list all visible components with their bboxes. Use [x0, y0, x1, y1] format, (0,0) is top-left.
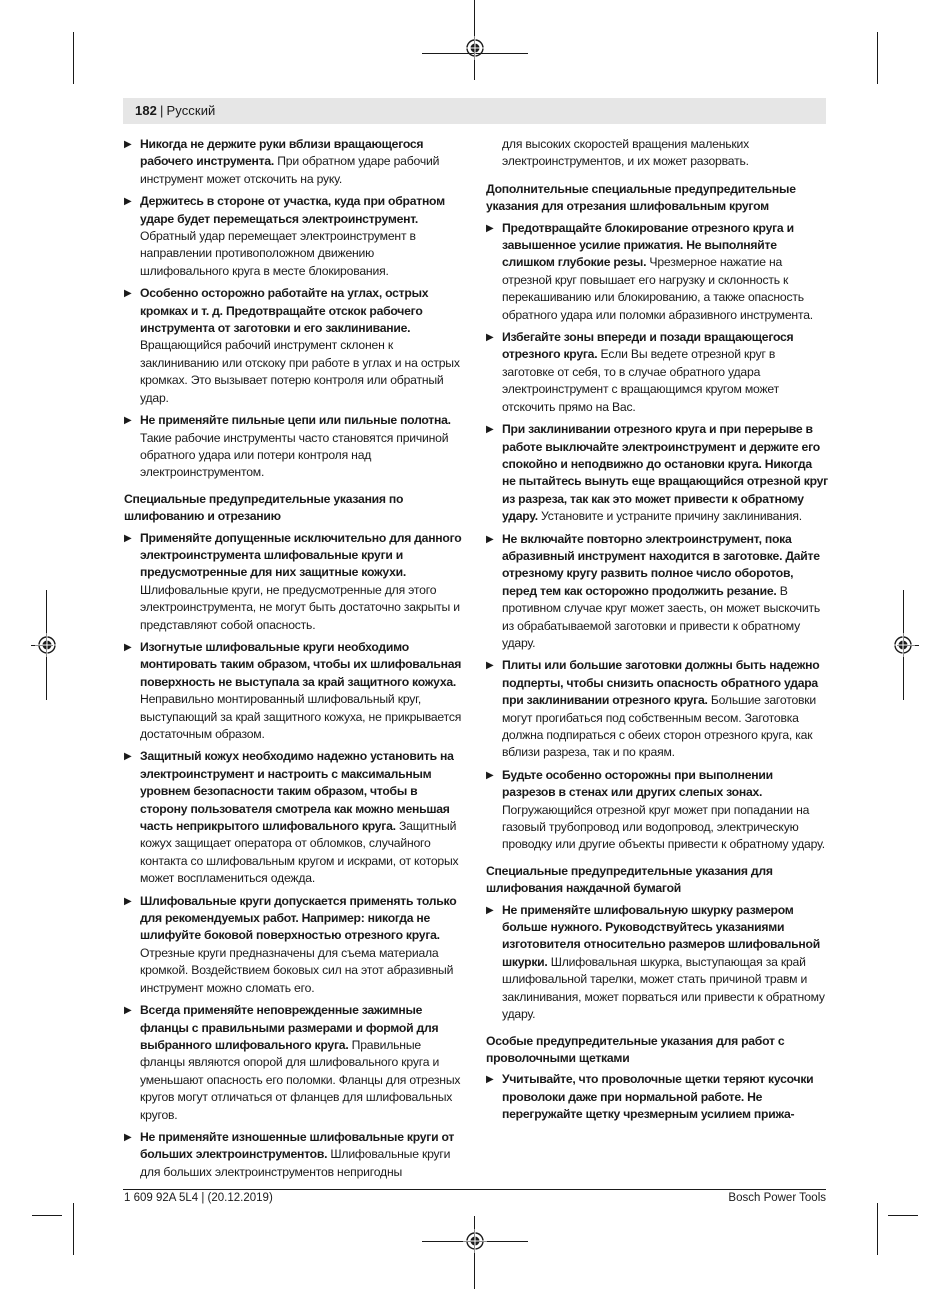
warning-bold-text: Не применяйте пильные цепи или пильные полотна. — [140, 413, 451, 428]
warning-item — [124, 1002, 466, 1124]
warning-item — [486, 767, 828, 854]
bullet-arrow-icon: ▶ — [124, 641, 132, 653]
continuation-text: для высоких скоростей вращения маленьких электроинструментов, и их может разорвать. — [502, 137, 750, 169]
warning-explanation-text: Установите и устраните причину заклинивания. — [537, 509, 802, 524]
warning-explanation-text: Неправильно монтированный шлифовальный круг, выступающий за край защитного кожуха, не прикрывается достаточным образом. — [140, 692, 462, 741]
warning-bold-text: Избегайте зоны впереди и позади вращающегося отрезного круга. — [502, 330, 794, 362]
header-separator: | — [160, 103, 164, 118]
warning-bold-text: Не применяйте изношенные шлифовальные круги от больших электроинструментов. — [140, 1129, 455, 1162]
warning-explanation-text: Такие рабочие инструменты часто становятся причиной обратного удара или потери контроля над электроинструментом. — [140, 430, 449, 480]
warning-explanation-text: Отрезные круги предназначены для съема материала кромкой. Воздействием боковых сил на этот абразивный инструмент можно сломать его. — [140, 945, 454, 995]
warning-item — [486, 531, 828, 653]
warning-explanation-text: При обратном ударе рабочий инструмент может отскочить на руку. — [140, 154, 440, 186]
warning-item — [124, 136, 466, 188]
warning-explanation-text: Шлифовальные круги для больших электроинструментов непригодны — [140, 1147, 451, 1179]
warning-item — [486, 329, 828, 416]
warning-bold-text: Будьте особенно осторожны при выполнении разрезов в стенах или других слепых зонах. — [502, 767, 773, 800]
warning-item — [124, 639, 466, 743]
warning-item — [124, 193, 466, 280]
warning-bold-text: Плиты или большие заготовки должны быть надежно подперты, чтобы снизить опасность обратного удара при заклинивании отрезного круга. — [502, 658, 820, 708]
bullet-arrow-icon: ▶ — [486, 1074, 494, 1086]
warning-item — [486, 421, 828, 525]
warning-item — [486, 657, 828, 761]
bullet-arrow-icon: ▶ — [486, 424, 494, 436]
warning-explanation-text: Большие заготовки могут прогибаться под собственным весом. Заготовка должна подпираться с обеих сторон отрезного круга, как вблизи разреза, так и по краям. — [502, 693, 817, 760]
warning-item — [124, 1129, 466, 1181]
warning-bold-text: Никогда не держите руки вблизи вращающегося рабочего инструмента. — [140, 137, 424, 169]
page-number: 182 — [135, 103, 157, 118]
bullet-arrow-icon: ▶ — [486, 533, 494, 545]
registration-target-icon — [891, 633, 915, 657]
warning-item — [124, 748, 466, 887]
registration-target-icon — [463, 36, 487, 60]
section-heading: Особые предупредительные указания для работ с проволочными щетками — [486, 1033, 785, 1065]
warning-item — [124, 893, 466, 997]
crop-mark — [877, 32, 878, 84]
section-heading: Специальные предупредительные указания по шлифованию и отрезанию — [124, 491, 404, 524]
warning-item — [124, 530, 466, 634]
warning-bold-text: Особенно осторожно работайте на углах, острых кромках и т. д. Предотвращайте отскок рабочего инструмента от заготовки и его заклинивание. — [140, 286, 429, 336]
registration-target-icon — [35, 633, 59, 657]
warning-explanation-text: Погружающийся отрезной круг может при попадании на газовый трубопровод или водопровод, электрическую проводку или другие объекты привести к обратному удару. — [502, 802, 825, 852]
warning-explanation-text: Шлифовальная шкурка, выступающая за край шлифовальной тарелки, может стать причиной травм и заклинивания, может порваться или привести к обратному удару. — [502, 954, 825, 1022]
crop-mark — [888, 1215, 918, 1216]
right-column — [486, 136, 828, 1129]
warning-explanation-text: Обратный удар перемещает электроинструмент в направлении противоположном движению шлифовального круга в месте блокирования. — [140, 229, 416, 278]
page-header-band — [123, 98, 826, 124]
bullet-arrow-icon: ▶ — [486, 660, 494, 672]
footer-rule — [123, 1189, 826, 1190]
warning-item — [486, 902, 828, 1024]
bullet-arrow-icon: ▶ — [124, 196, 132, 208]
bullet-arrow-icon: ▶ — [124, 288, 132, 300]
warning-explanation-text: Чрезмерное нажатие на отрезной круг повышает его нагрузку и склонность к перекашиванию или блокированию, а также опасность обратного удара или поломки абразивного инструмента. — [502, 255, 813, 322]
warning-bold-text: Не применяйте шлифовальную шкурку размером больше нужного. Руководствуйтесь указаниями изготовителя относительно размеров шлифовальной шкурки. — [502, 902, 820, 969]
bullet-arrow-icon: ▶ — [124, 139, 132, 150]
left-column — [124, 136, 466, 1186]
section-heading: Дополнительные специальные предупредительные указания для отрезания шлифовальным кругом — [486, 181, 796, 214]
warning-explanation-text: Вращающийся рабочий инструмент склонен к заклиниванию или отскоку при работе в углах и на острых кромках. Это вызывает потерю контроля или обратный удар. — [140, 338, 460, 405]
crop-mark — [32, 1215, 62, 1216]
crop-mark — [73, 1203, 74, 1255]
section-heading: Специальные предупредительные указания для шлифования наждачной бумагой — [486, 863, 773, 896]
bullet-arrow-icon: ▶ — [124, 751, 132, 763]
warning-bold-text: Защитный кожух необходимо надежно установить на электроинструмент и настроить с максимальным уровнем безопасности таким образом, чтобы в сторону пользователя смотрела как можно меньшая часть неприкрытого шлифовального круга. — [140, 749, 454, 834]
warning-explanation-text: Защитный кожух защищает оператора от обломков, случайного контакта со шлифовальным кругом и искрами, от которых может воспламениться одежда. — [140, 819, 459, 886]
warning-explanation-text: В противном случае круг может заесть, он может выскочить из обрабатываемой заготовки и привести к обратному удару. — [502, 583, 820, 650]
crop-mark — [877, 1203, 878, 1255]
bullet-arrow-icon: ▶ — [124, 532, 132, 544]
bullet-arrow-icon: ▶ — [124, 415, 132, 427]
page-language: Русский — [166, 103, 216, 118]
bullet-arrow-icon: ▶ — [486, 222, 494, 234]
page-header — [135, 103, 215, 118]
footer-brand: Bosch Power Tools — [728, 1192, 826, 1204]
warning-item — [486, 1071, 828, 1123]
warning-explanation-text: Правильные фланцы являются опорой для шлифовального круга и уменьшают опасность его поломки. Фланцы для отрезных кругов могут отличаться от фланцев для шлифовальных кругов. — [140, 1037, 461, 1122]
warning-bold-text: Не включайте повторно электроинструмент, пока абразивный инструмент находится в заготовке. Дайте отрезному кругу развить полное число оборотов, перед тем как осторожно продолжить резание. — [502, 531, 820, 598]
warning-explanation-text: Если Вы ведете отрезной круг в заготовке от себя, то в случае обратного удара электроинструмент с вращающимся кругом может отскочить прямо на Вас. — [502, 347, 779, 414]
warning-item — [124, 285, 466, 407]
footer-document-code: 1 609 92A 5L4 | (20.12.2019) — [124, 1192, 273, 1204]
warning-bold-text: Применяйте допущенные исключительно для данного электроинструмента шлифовальные круги и предусмотренные для них защитные кожухи. — [140, 530, 462, 580]
warning-bold-text: При заклинивании отрезного круга и при перерыве в работе выключайте электроинструмент и держите его спокойно и неподвижно до остановки круга. Никогда не пытайтесь вынуть еще вращающийся отрезной круг из разреза, так как это может привести к обратному удару. — [502, 422, 828, 524]
warning-bold-text: Учитывайте, что проволочные щетки теряют кусочки проволоки даже при нормальной работе. Не перегружайте щетку чрезмерным усилием прижа- — [502, 1072, 814, 1122]
warning-bold-text: Шлифовальные круги допускается применять только для рекомендуемых работ. Например: никогда не шлифуйте боковой поверхностью отрезного круга. — [140, 893, 457, 943]
bullet-arrow-icon: ▶ — [124, 1131, 132, 1143]
warning-explanation-text: Шлифовальные круги, не предусмотренные для этого электроинструмента, не могут быть достаточно закрыты и представляют собой опасность. — [140, 582, 460, 632]
bullet-arrow-icon: ▶ — [486, 904, 494, 916]
warning-bold-text: Держитесь в стороне от участка, куда при обратном ударе будет перемещаться электроинструмент. — [140, 194, 445, 226]
bullet-arrow-icon: ▶ — [124, 1005, 132, 1017]
registration-target-icon — [463, 1229, 487, 1253]
bullet-arrow-icon: ▶ — [124, 895, 132, 907]
warning-item — [124, 412, 466, 482]
bullet-arrow-icon: ▶ — [486, 769, 494, 781]
bullet-arrow-icon: ▶ — [486, 332, 494, 344]
warning-bold-text: Изогнутые шлифовальные круги необходимо монтировать таким образом, чтобы их шлифовальная поверхность не выступала за край защитного кожуха. — [140, 639, 462, 689]
crop-mark — [73, 32, 74, 84]
warning-bold-text: Всегда применяйте неповрежденные зажимные фланцы с правильными размерами и формой для выбранного шлифовального круга. — [140, 1003, 439, 1052]
warning-item — [486, 220, 828, 324]
warning-bold-text: Предотвращайте блокирование отрезного круга и завышенное усилие прижатия. Не выполняйте слишком глубокие резы. — [502, 220, 794, 270]
